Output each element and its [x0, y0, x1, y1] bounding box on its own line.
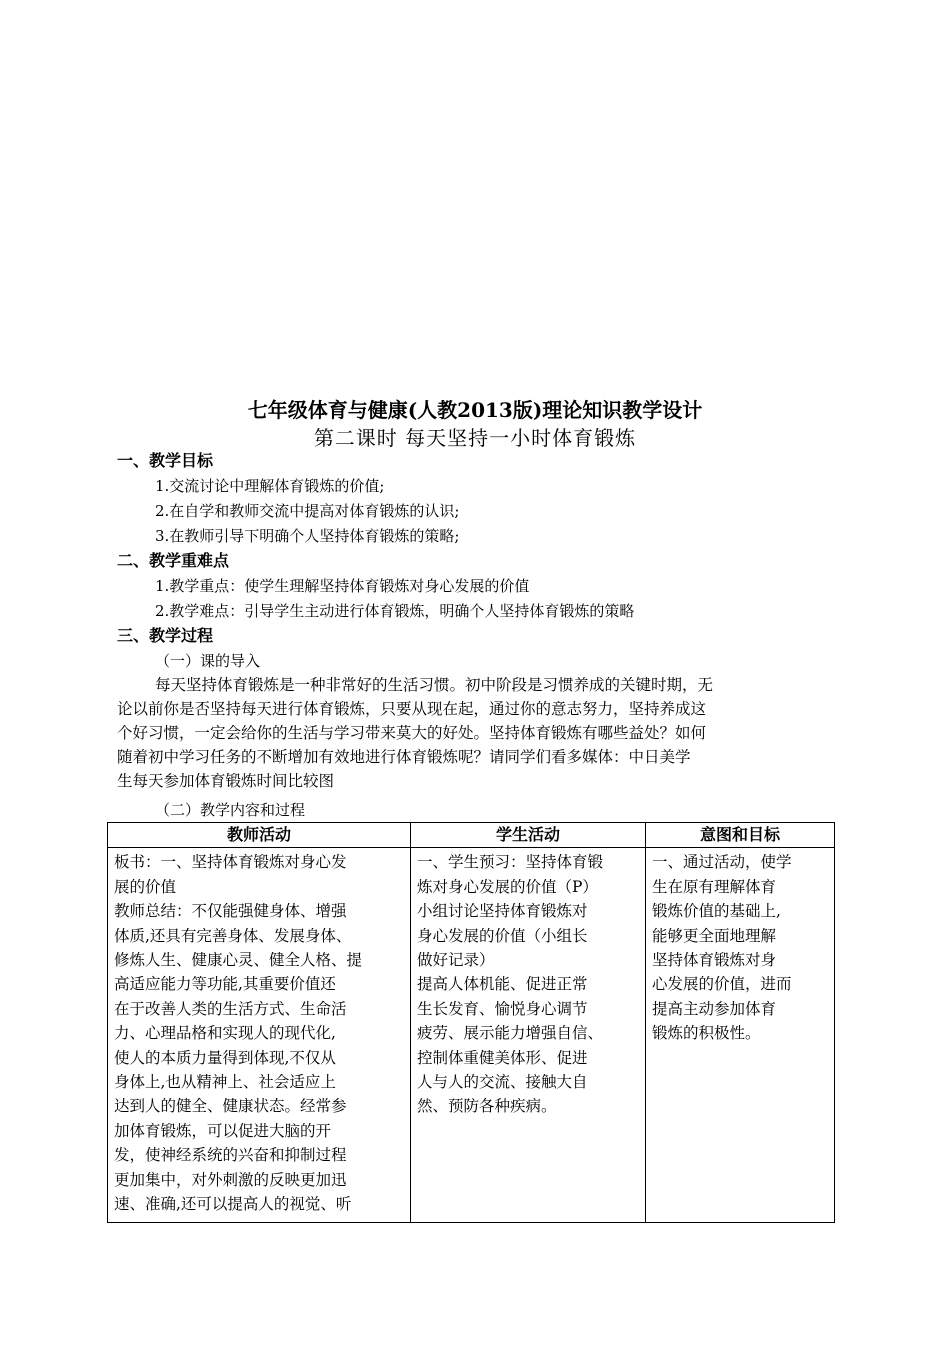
- table-row: [108, 848, 835, 1223]
- cell-line: 坚持体育锻炼对身: [652, 951, 777, 970]
- section-heading-key-points: 二、教学重难点: [117, 551, 230, 570]
- subsection-content-heading: （二）教学内容和过程: [155, 801, 306, 819]
- section-heading-objectives: 一、教学目标: [117, 451, 214, 470]
- objective-item-3: 3.在教师引导下明确个人坚持体育锻炼的策略;: [155, 527, 460, 545]
- cell-line: 提高主动参加体育: [652, 999, 777, 1018]
- cell-line: 力、心理品格和实现人的现代化,: [114, 1024, 336, 1043]
- cell-line: 炼对身心发展的价值（P）: [417, 877, 598, 896]
- lesson-table: [107, 822, 835, 1223]
- subsection-intro-heading: （一）课的导入: [155, 652, 261, 670]
- cell-line: 身体上,也从精神上、社会适应上: [114, 1073, 336, 1092]
- intro-line: 每天坚持体育锻炼是一种非常好的生活习惯。初中阶段是习惯养成的关键时期，无: [155, 676, 714, 694]
- header-teacher-activity: 教师活动: [108, 823, 411, 848]
- cell-line: 体质,还具有完善身体、发展身体、: [114, 926, 352, 945]
- intent-goal-cell: [646, 848, 835, 1223]
- cell-line: 一、通过活动，使学: [652, 853, 792, 872]
- cell-line: 教师总结：不仅能强健身体、增强: [114, 902, 347, 921]
- cell-line: 生长发育、愉悦身心调节: [417, 999, 588, 1018]
- cell-line: 加体育锻炼，可以促进大脑的开: [114, 1121, 332, 1140]
- header-intent-goal: 意图和目标: [646, 823, 835, 848]
- cell-line: 然、预防各种疾病。: [417, 1097, 557, 1116]
- header-student-activity: 学生活动: [411, 823, 646, 848]
- cell-line: 小组讨论坚持体育锻炼对: [417, 902, 588, 921]
- key-point-item-1: 1.教学重点：使学生理解坚持体育锻炼对身心发展的价值: [155, 577, 530, 595]
- objective-item-2: 2.在自学和教师交流中提高对体育锻炼的认识;: [155, 502, 460, 520]
- document-title: 七年级体育与健康(人教2013版)理论知识教学设计: [247, 398, 703, 422]
- intro-line: 个好习惯，一定会给你的生活与学习带来莫大的好处。坚持体育锻炼有哪些益处？如何: [117, 724, 707, 742]
- cell-line: 高适应能力等功能,其重要价值还: [114, 975, 336, 994]
- cell-line: 板书：一、坚持体育锻炼对身心发: [114, 853, 347, 872]
- intro-paragraph: [117, 673, 835, 793]
- intro-line: 随着初中学习任务的不断增加有效地进行体育锻炼呢？请同学们看多媒体：中日美学: [117, 748, 691, 766]
- cell-line: 发，使神经系统的兴奋和抑制过程: [114, 1146, 347, 1165]
- cell-line: 达到人的健全、健康状态。经常参: [114, 1097, 347, 1116]
- cell-line: 锻炼价值的基础上,: [652, 902, 781, 921]
- cell-line: 使人的本质力量得到体现,不仅从: [114, 1048, 336, 1067]
- section-heading-process: 三、教学过程: [117, 626, 214, 645]
- intro-line: 生每天参加体育锻炼时间比较图: [117, 772, 335, 790]
- teacher-activity-cell: [108, 848, 411, 1223]
- student-activity-cell: [411, 848, 646, 1223]
- cell-line: 疲劳、展示能力增强自信、: [417, 1024, 604, 1043]
- cell-line: 生在原有理解体育: [652, 877, 777, 896]
- cell-line: 一、学生预习：坚持体育锻: [417, 853, 604, 872]
- intro-line: 论以前你是否坚持每天进行体育锻炼，只要从现在起，通过你的意志努力，坚持养成这: [117, 700, 707, 718]
- cell-line: 身心发展的价值（小组长: [417, 926, 588, 945]
- cell-line: 能够更全面地理解: [652, 926, 777, 945]
- cell-line: 提高人体机能、促进正常: [417, 975, 588, 994]
- table-header-row: [108, 823, 835, 848]
- cell-line: 在于改善人类的生活方式、生命活: [114, 999, 347, 1018]
- cell-line: 人与人的交流、接触大自: [417, 1073, 588, 1092]
- objective-item-1: 1.交流讨论中理解体育锻炼的价值;: [155, 477, 385, 495]
- cell-line: 速、准确,还可以提高人的视觉、听: [114, 1195, 352, 1214]
- cell-line: 更加集中，对外刺激的反映更加迅: [114, 1170, 347, 1189]
- cell-line: 心发展的价值，进而: [652, 975, 792, 994]
- cell-line: 锻炼的积极性。: [652, 1024, 761, 1043]
- document-subtitle: 第二课时 每天坚持一小时体育锻炼: [313, 426, 637, 450]
- key-point-item-2: 2.教学难点：引导学生主动进行体育锻炼，明确个人坚持体育锻炼的策略: [155, 602, 635, 620]
- cell-line: 修炼人生、健康心灵、健全人格、提: [114, 951, 363, 970]
- cell-line: 做好记录）: [417, 951, 495, 970]
- cell-line: 展的价值: [114, 877, 177, 896]
- cell-line: 控制体重健美体形、促进: [417, 1048, 588, 1067]
